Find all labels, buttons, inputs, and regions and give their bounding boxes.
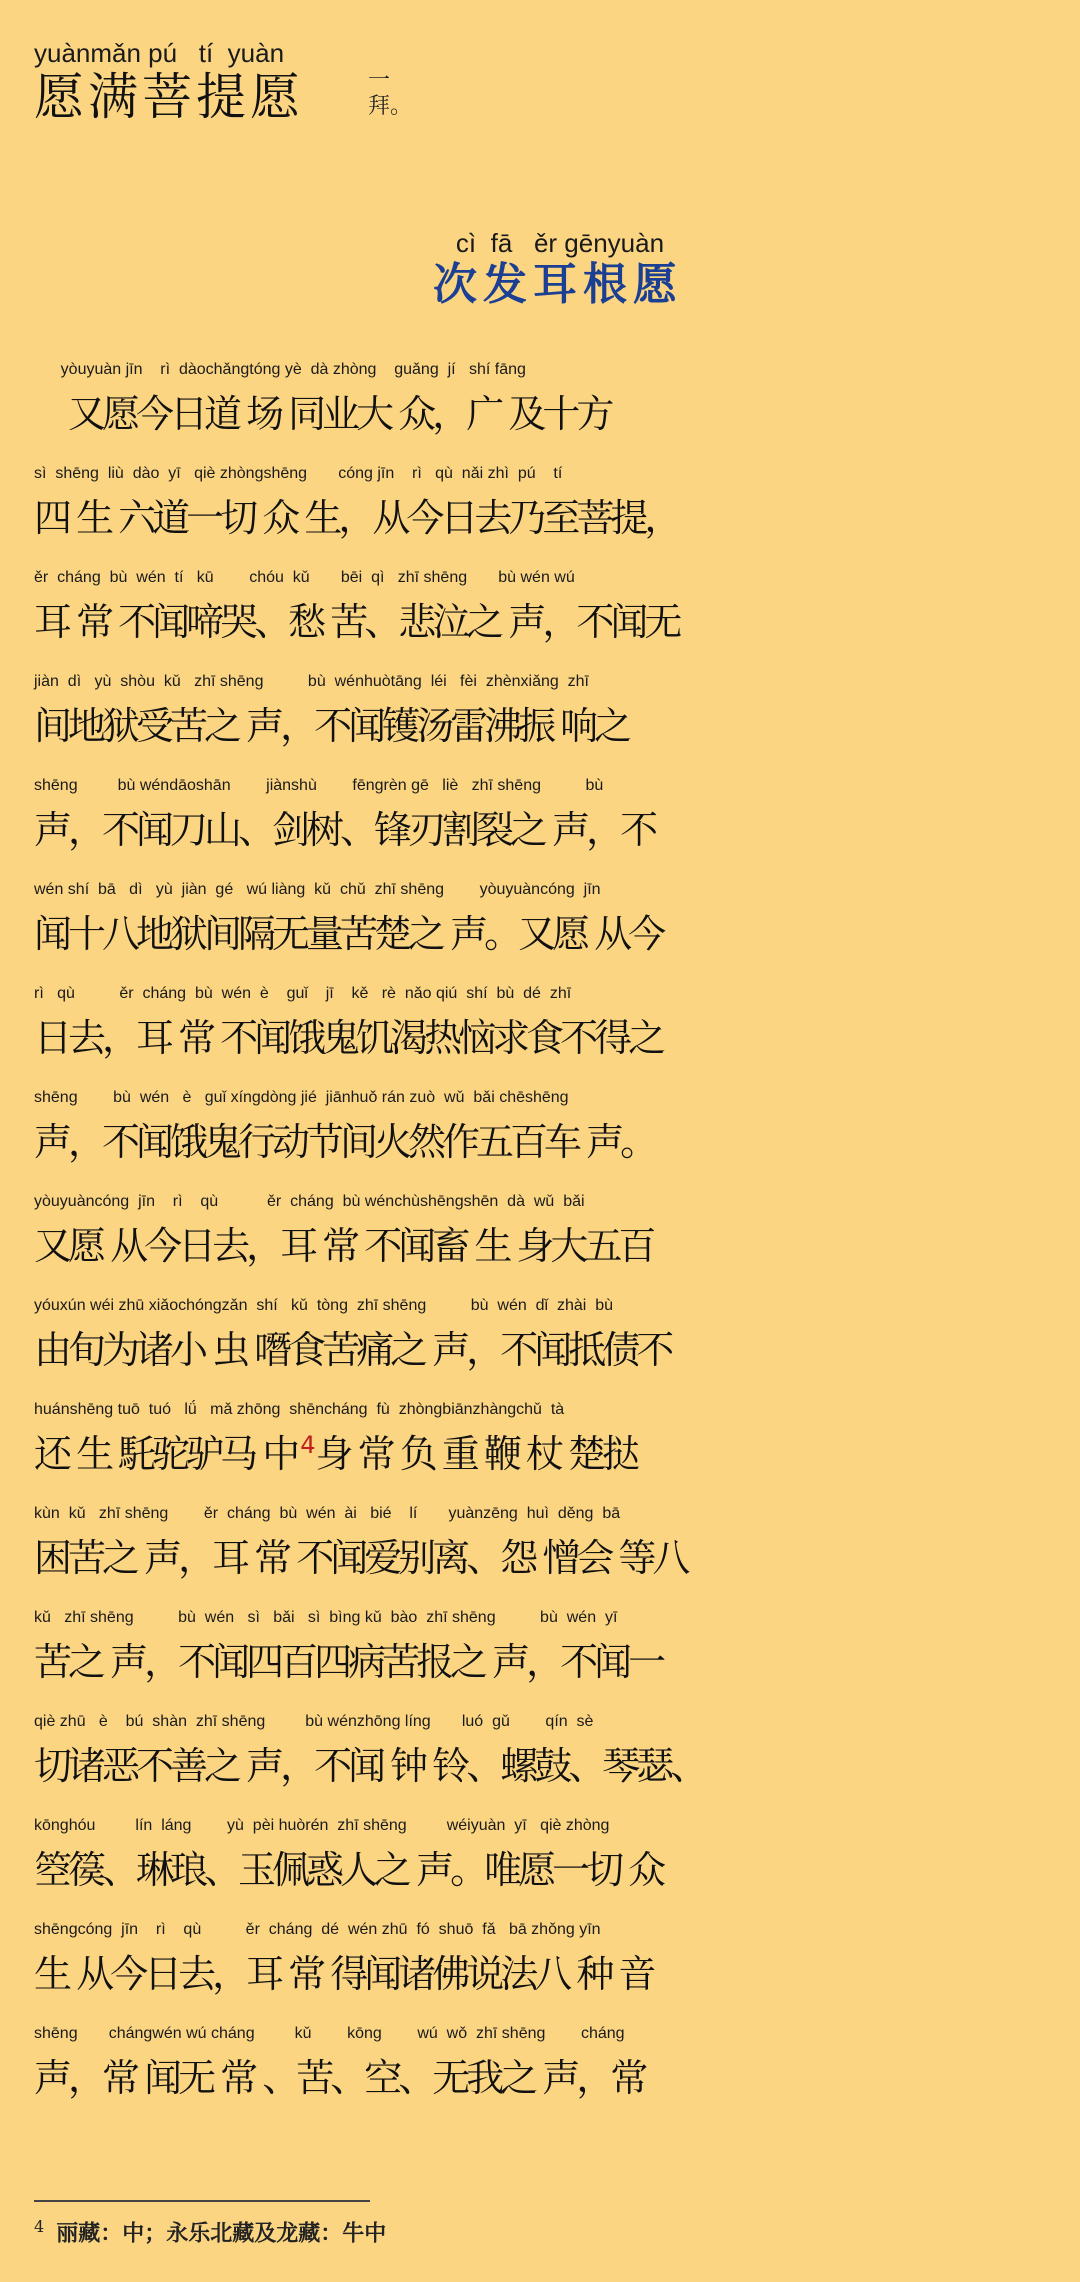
line-pinyin: shēngcóng jīn rì qù ěr cháng dé wén zhū fó shuō fǎ bā zhǒng yīn — [34, 1921, 601, 1938]
line-pinyin: ěr cháng bù wén tí kū chóu kǔ bēi qì zhī shēng bù wén wú — [34, 569, 575, 586]
scripture-line — [34, 1915, 1054, 2019]
opening-pinyin: yuànmǎn pú tí yuàn — [34, 38, 285, 68]
line-hanzi: 耳 常 不闻啼哭、愁 苦、悲泣之 声，不闻无 — [34, 600, 679, 644]
line-hanzi: 声，不闻饿鬼行动节间火然作五百车 声。 — [34, 1120, 655, 1164]
scripture-line — [34, 563, 1054, 667]
line-hanzi: 声，常 闻无 常 、苦、空、无我之 声，常 — [34, 2056, 645, 2100]
bow-instruction-1: 一 — [368, 68, 391, 93]
line-pinyin: yóuxún wéi zhū xiǎochóngzǎn shí kǔ tòng zhī shēng bù wén dǐ zhài bù — [34, 1297, 614, 1314]
line-hanzi: 四 生 六道一切 众 生，从今日去乃至菩提， — [34, 496, 679, 540]
line-pinyin: shēng bù wéndāoshān jiànshù fēngrèn gē liè zhī shēng bù — [34, 777, 604, 794]
line-hanzi: 日去，耳 常 不闻饿鬼饥渴热恼求食不得之 — [34, 1016, 663, 1060]
line-pinyin: qiè zhū è bú shàn zhī shēng bù wénzhōng líng luó gǔ qín sè — [34, 1713, 594, 1730]
line-hanzi: 声，不闻刀山、剑树、锋刃割裂之 声，不 — [34, 808, 655, 852]
bow-instruction — [368, 68, 412, 120]
line-hanzi: 又愿 从今日去，耳 常 不闻畜 生 身大五百 — [34, 1224, 653, 1268]
line-hanzi: 生 从今日去，耳 常 得闻诸佛说法八 种 音 — [34, 1952, 653, 1996]
bow-instruction-2: 拜。 — [368, 94, 413, 119]
scripture-body — [34, 355, 1054, 2123]
scripture-line — [34, 1603, 1054, 1707]
line-hanzi: 又愿今日道 场 同业大 众，广 及十方 — [34, 392, 611, 436]
line-hanzi: 间地狱受苦之 声，不闻镬汤雷沸振 响之 — [34, 704, 629, 748]
line-pinyin: jiàn dì yù shòu kǔ zhī shēng bù wénhuòtāng léi fèi zhènxiǎng zhī — [34, 673, 589, 690]
scripture-line — [34, 1499, 1054, 1603]
line-pinyin: shēng bù wén è guǐ xíngdòng jié jiānhuǒ rán zuò wǔ bǎi chēshēng — [34, 1089, 569, 1106]
opening-hanzi: 愿满菩提愿 — [34, 68, 304, 126]
line-pinyin: wén shí bā dì yù jiàn gé wú liàng kǔ chǔ zhī shēng yòuyuàncóng jīn — [34, 881, 601, 898]
line-hanzi — [34, 1425, 1054, 1483]
line-pinyin: sì shēng liù dào yī qiè zhòngshēng cóng jīn rì qù nǎi zhì pú tí — [34, 465, 563, 482]
scripture-line — [34, 1291, 1054, 1395]
line-hanzi: 困苦之 声，耳 常 不闻爱别离、怨 憎会 等八 — [34, 1536, 687, 1580]
scripture-line — [34, 667, 1054, 771]
footnote — [34, 2212, 386, 2248]
line-pinyin: kōnghóu lín láng yù pèi huòrén zhī shēng wéiyuàn yī qiè zhòng — [34, 1817, 610, 1834]
footnote-reference: 4 — [300, 1431, 312, 1460]
footnote-text: 丽藏：中；永乐北藏及龙藏：牛中 — [56, 2220, 387, 2247]
footnote-divider — [34, 2200, 370, 2202]
line-hanzi: 箜篌、琳琅、玉佩惑人之 声。唯愿一切 众 — [34, 1848, 663, 1892]
line-hanzi: 由旬为诸小 虫 噆食苦痛之 声，不闻抵债不 — [34, 1328, 671, 1372]
scripture-line — [34, 1395, 1054, 1499]
footnote-marker: 4 — [34, 2217, 45, 2236]
scripture-line — [34, 1707, 1054, 1811]
scripture-line — [34, 355, 1054, 459]
scripture-line — [34, 979, 1054, 1083]
scripture-line — [34, 771, 1054, 875]
line-pinyin: shēng chángwén wú cháng kǔ kōng wú wǒ zhī shēng cháng — [34, 2025, 625, 2042]
line-hanzi-part: 还 生 馲驼驴马 中 — [34, 1432, 297, 1476]
scripture-line — [34, 875, 1054, 979]
line-hanzi-part: 身 常 负 重 鞭 杖 楚挞 — [315, 1432, 637, 1476]
line-pinyin: yòuyuàncóng jīn rì qù ěr cháng bù wénchùshēngshēn dà wǔ bǎi — [34, 1193, 585, 1210]
line-pinyin: yòuyuàn jīn rì dàochǎngtóng yè dà zhòng guǎng jí shí fāng — [34, 361, 526, 378]
scripture-line — [34, 2019, 1054, 2123]
section-title: 次发耳根愿 — [433, 259, 683, 310]
line-hanzi: 切诸恶不善之 声，不闻 钟 铃、螺鼓、琴瑟、 — [34, 1744, 705, 1788]
scripture-line — [34, 459, 1054, 563]
scripture-line — [34, 1187, 1054, 1291]
section-title-pinyin: cì fā ěr gēnyuàn — [455, 228, 665, 258]
line-pinyin: kǔ zhī shēng bù wén sì bǎi sì bìng kǔ bào zhī shēng bù wén yī — [34, 1609, 618, 1626]
line-pinyin: rì qù ěr cháng bù wén è guǐ jī kě rè nǎo qiú shí bù dé zhī — [34, 985, 572, 1002]
scripture-line — [34, 1083, 1054, 1187]
opening-line — [34, 38, 304, 126]
line-pinyin: kùn kǔ zhī shēng ěr cháng bù wén ài bié lí yuànzēng huì děng bā — [34, 1505, 621, 1522]
section-header — [0, 228, 1080, 312]
line-hanzi: 苦之 声，不闻四百四病苦报之 声，不闻一 — [34, 1640, 663, 1684]
line-pinyin: huánshēng tuō tuó lǘ mǎ zhōng shēncháng fù zhòngbiānzhàngchǔ tà — [34, 1401, 565, 1418]
line-hanzi: 闻十八地狱间隔无量苦楚之 声。又愿 从今 — [34, 912, 663, 956]
scripture-line — [34, 1811, 1054, 1915]
